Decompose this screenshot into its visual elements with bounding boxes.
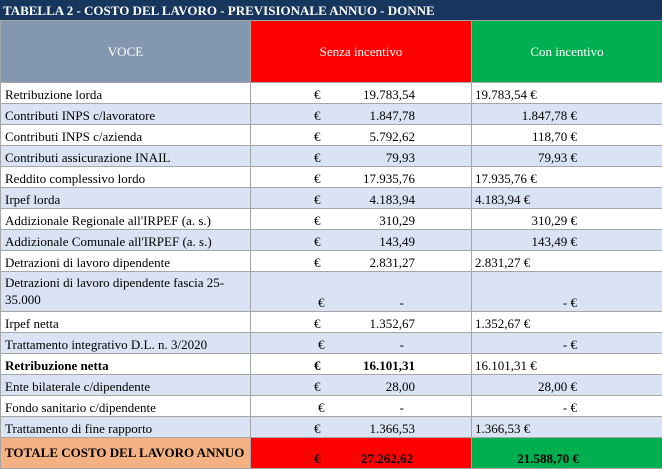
header-voce: VOCE [1, 21, 251, 83]
senza-value: - [400, 295, 404, 310]
senza-cell [251, 396, 472, 417]
senza-value: 4.183,94 [370, 192, 416, 207]
senza-cell [251, 417, 472, 438]
euro-sign: € [314, 213, 321, 228]
senza-value: 143,49 [379, 234, 415, 249]
total-con-cell [472, 438, 662, 469]
total-label: TOTALE COSTO DEL LAVORO ANNUO [1, 438, 251, 469]
con-cell: 4.183,94 € [472, 188, 662, 209]
con-cell: 17.935,76 € [472, 167, 662, 188]
euro-sign: € [314, 192, 321, 207]
header-senza-incentivo: Senza incentivo [251, 21, 472, 83]
euro-sign: € [314, 452, 321, 466]
euro-sign: € [314, 358, 321, 373]
con-cell [472, 146, 662, 167]
table-row [1, 375, 662, 396]
row-label: Detrazioni di lavoro dipendente [1, 251, 251, 272]
row-label: Trattamento di fine rapporto [1, 417, 251, 438]
row-label: Irpef netta [1, 312, 251, 333]
senza-cell [251, 146, 472, 167]
table-row [1, 354, 662, 375]
senza-value: 310,29 [379, 213, 415, 228]
table-row [1, 396, 662, 417]
table-row [1, 230, 662, 251]
con-value: - € [563, 400, 577, 415]
con-value: - € [563, 295, 577, 310]
con-cell: 1.352,67 € [472, 312, 662, 333]
con-value: 310,29 € [532, 213, 578, 228]
senza-value: 79,93 [386, 150, 415, 165]
table-row [1, 83, 662, 104]
con-cell [472, 104, 662, 125]
table-row [1, 333, 662, 354]
table-row [1, 188, 662, 209]
con-value: 28,00 € [538, 379, 577, 394]
euro-sign: € [314, 421, 321, 436]
header-con-incentivo: Con incentivo [472, 21, 662, 83]
senza-value: 19.783,54 [363, 87, 415, 102]
table-row [1, 167, 662, 188]
senza-value: 16.101,31 [363, 358, 415, 373]
con-cell [472, 209, 662, 230]
euro-sign: € [318, 337, 325, 352]
senza-cell [251, 83, 472, 104]
euro-sign: € [318, 400, 325, 415]
table-title: TABELLA 2 - COSTO DEL LAVORO - PREVISIONALE ANNUO - DONNE [0, 0, 662, 20]
table-row [1, 104, 662, 125]
con-cell [472, 125, 662, 146]
table-row [1, 272, 662, 312]
row-label: Contributi INPS c/lavoratore [1, 104, 251, 125]
row-label: Reddito complessivo lordo [1, 167, 251, 188]
euro-sign: € [314, 379, 321, 394]
con-cell [472, 333, 662, 354]
table-row [1, 125, 662, 146]
total-senza-value: 27.262,62 [361, 452, 413, 466]
senza-value: 1.847,78 [370, 108, 416, 123]
row-label: Retribuzione netta [1, 354, 251, 375]
con-cell: 1.366,53 € [472, 417, 662, 438]
table-row [1, 251, 662, 272]
euro-sign: € [314, 87, 321, 102]
con-cell [472, 375, 662, 396]
con-cell: 16.101,31 € [472, 354, 662, 375]
senza-cell [251, 272, 472, 312]
con-cell: 19.783,54 € [472, 83, 662, 104]
euro-sign: € [314, 129, 321, 144]
row-label: Trattamento integrativo D.L. n. 3/2020 [1, 333, 251, 354]
row-label: Contributi assicurazione INAIL [1, 146, 251, 167]
table-row [1, 146, 662, 167]
table-row [1, 209, 662, 230]
header-row [1, 21, 662, 83]
senza-value: 2.831,27 [370, 255, 416, 270]
euro-sign: € [314, 255, 321, 270]
con-value: 1.847,78 € [522, 108, 577, 123]
euro-sign: € [314, 234, 321, 249]
row-label: Addizionale Regionale all'IRPEF (a. s.) [1, 209, 251, 230]
con-cell [472, 272, 662, 312]
total-row [1, 438, 662, 469]
euro-sign: € [314, 108, 321, 123]
senza-cell [251, 188, 472, 209]
con-cell [472, 230, 662, 251]
con-value: - € [563, 337, 577, 352]
row-label: Detrazioni di lavoro dipendente fascia 25-35.000 [1, 272, 251, 312]
senza-value: 17.935,76 [363, 171, 415, 186]
con-value: 143,49 € [532, 234, 578, 249]
con-value: 118,70 € [532, 129, 577, 144]
row-label: Addizionale Comunale all'IRPEF (a. s.) [1, 230, 251, 251]
senza-cell [251, 251, 472, 272]
euro-sign: € [314, 150, 321, 165]
euro-sign: € [314, 171, 321, 186]
con-cell [472, 396, 662, 417]
cost-table [0, 20, 662, 469]
senza-value: 5.792,62 [370, 129, 416, 144]
total-senza-cell [251, 438, 472, 469]
senza-value: 28,00 [386, 379, 415, 394]
con-value: 79,93 € [538, 150, 577, 165]
row-label: Contributi INPS c/azienda [1, 125, 251, 146]
table-row [1, 417, 662, 438]
senza-cell [251, 209, 472, 230]
con-cell: 2.831,27 € [472, 251, 662, 272]
senza-value: - [400, 337, 404, 352]
total-con-value: 21.588,70 € [517, 452, 579, 466]
table-row [1, 312, 662, 333]
senza-cell [251, 167, 472, 188]
euro-sign: € [318, 295, 325, 310]
row-label: Fondo sanitario c/dipendente [1, 396, 251, 417]
senza-cell [251, 312, 472, 333]
row-label: Irpef lorda [1, 188, 251, 209]
senza-value: 1.366,53 [370, 421, 416, 436]
row-label: Ente bilaterale c/dipendente [1, 375, 251, 396]
row-label: Retribuzione lorda [1, 83, 251, 104]
senza-cell [251, 375, 472, 396]
senza-cell [251, 333, 472, 354]
senza-cell [251, 230, 472, 251]
senza-value: 1.352,67 [370, 316, 416, 331]
senza-value: - [400, 400, 404, 415]
euro-sign: € [314, 316, 321, 331]
senza-cell [251, 125, 472, 146]
senza-cell [251, 104, 472, 125]
senza-cell [251, 354, 472, 375]
